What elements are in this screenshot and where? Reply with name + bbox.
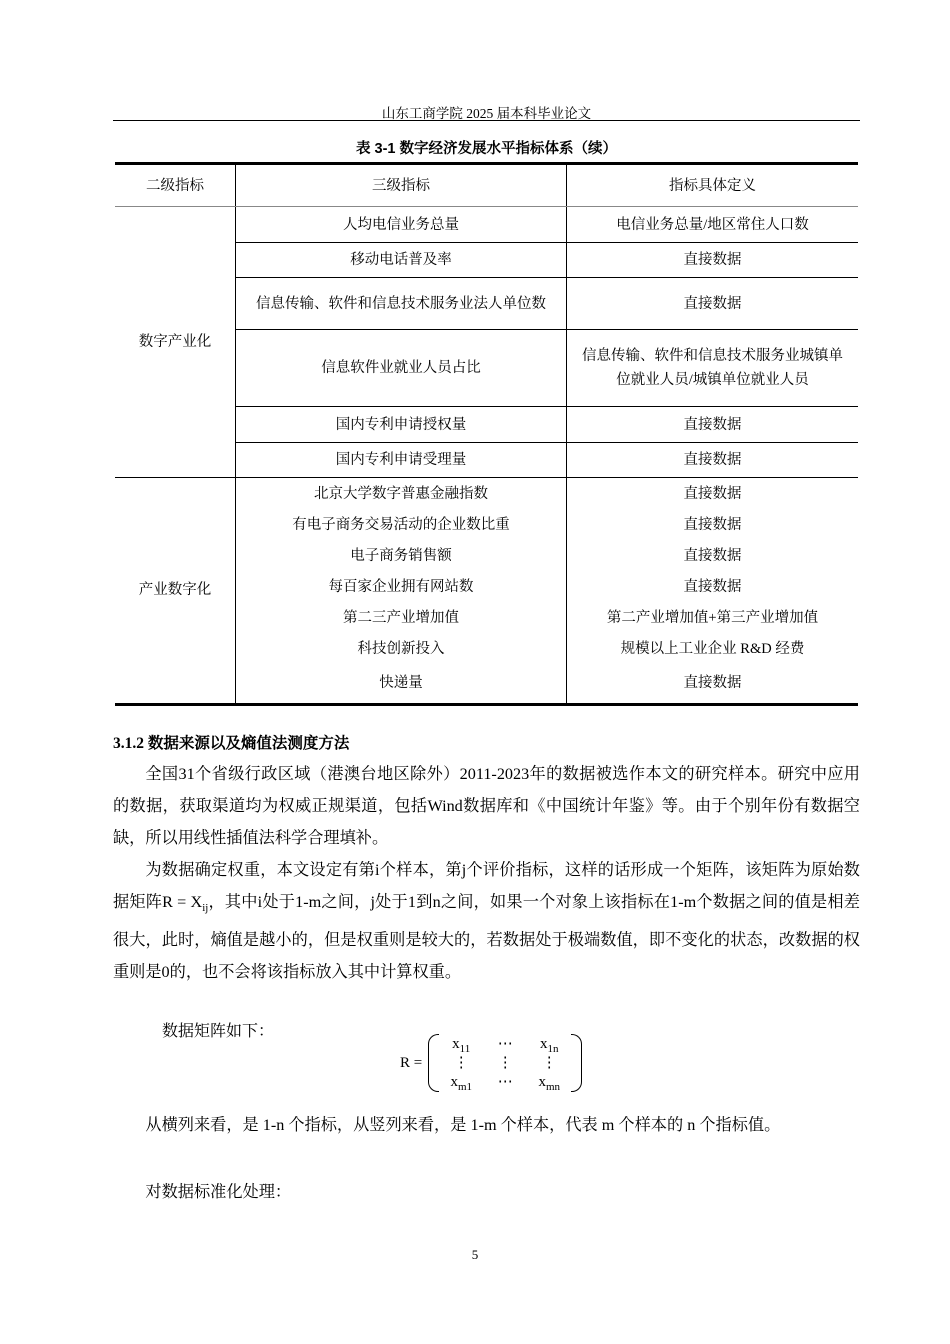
indicator-cell: 电子商务销售额: [236, 540, 567, 571]
indicator-cell: 国内专利申请受理量: [236, 443, 567, 478]
indicator-cell: 快递量: [236, 664, 567, 704]
definition-cell: 直接数据: [567, 443, 859, 478]
definition-cell: 直接数据: [683, 516, 742, 533]
paragraph: 全国31个省级行政区域（港澳台地区除外）2011-2023年的数据被选作本文的研究样本。研究中应用的数据，获取渠道均为权威正规渠道，包括Wind数据库和《中国统计年鉴》等。由于个别年份有数据空缺，所以用线性插值法科学合理填补。: [113, 765, 860, 847]
definition-cell: 直接数据: [567, 278, 859, 330]
matrix-symbol: ⋮: [453, 1054, 469, 1071]
indicator-cell: 国内专利申请授权量: [236, 407, 567, 443]
indicator-cell: 信息软件业就业人员占比: [236, 330, 567, 407]
matrix-symbol: ⋮: [541, 1054, 557, 1071]
matrix-cell: [527, 1054, 571, 1073]
indicator-cell: 北京大学数字普惠金融指数: [236, 478, 567, 510]
definition-cell: 信息传输、软件和信息技术服务业城镇单位就业人员/城镇单位就业人员: [567, 330, 859, 407]
category-cell: 数字产业化: [115, 207, 236, 478]
indicator-cell: 有电子商务交易活动的企业数比重: [236, 509, 567, 540]
matrix-subscript: 11: [459, 1042, 471, 1055]
matrix-subscript: m1: [457, 1080, 472, 1093]
table-header-row: [115, 164, 858, 207]
definition-cell: 直接数据: [567, 243, 859, 278]
definition-cell: 直接数据: [567, 407, 859, 443]
indicator-cell: 人均电信业务总量: [236, 207, 567, 243]
indicator-cell: 移动电话普及率: [236, 243, 567, 278]
matrix-symbol: ⋯: [497, 1035, 513, 1052]
section-heading: 3.1.2 数据来源以及熵值法测度方法: [113, 735, 350, 752]
table-row: [115, 207, 858, 243]
data-matrix: [400, 1034, 582, 1092]
matrix-cell: [527, 1073, 571, 1092]
matrix-cell: [439, 1054, 483, 1073]
paragraph-text: 为数据确定权重，本文设定有第i个样本，第j个评价指标，这样的话形成一个矩阵，该矩阵为原始数据矩阵R = X: [113, 861, 860, 911]
column-header: 指标具体定义: [567, 164, 859, 207]
matrix-cell: [483, 1035, 527, 1054]
indicator-cell: 第二三产业增加值: [236, 602, 567, 633]
matrix-cell: [527, 1035, 571, 1054]
matrix-label: 数据矩阵如下：: [162, 1023, 275, 1040]
page-number: 5: [471, 1247, 479, 1262]
indicator-cell: 信息传输、软件和信息技术服务业法人单位数: [236, 278, 567, 330]
matrix-grid: [439, 1035, 571, 1092]
column-header: 三级指标: [236, 164, 567, 207]
subscript: ij: [202, 902, 209, 915]
header-rule: [113, 120, 860, 121]
right-parenthesis: [571, 1034, 582, 1092]
paragraph: [113, 855, 860, 988]
definition-cell: 规模以上工业企业 R&D 经费: [620, 640, 805, 657]
category-cell: 产业数字化: [115, 478, 236, 705]
table-caption: 表 3-1 数字经济发展水平指标体系（续）: [355, 141, 617, 157]
definition-cell: 直接数据: [683, 675, 742, 692]
paragraph-text: ，其中i处于1-m之间，j处于1到n之间，如果一个对象上该指标在1-m个数据之间的值是相差很大，此时，熵值是越小的，但是权重则是较大的，若数据处于极端数值，即不变化的状态，改数据的权重则是0的，也不会将该指标放入其中计算权重。: [113, 892, 860, 981]
matrix-symbol: ⋯: [497, 1073, 513, 1090]
matrix-subscript: mn: [545, 1080, 560, 1093]
running-header: 山东工商学院 2025 届本科毕业论文: [381, 106, 592, 121]
matrix-symbol: x: [450, 1073, 458, 1090]
matrix-symbol: x: [452, 1035, 460, 1052]
matrix-cell: [483, 1073, 527, 1092]
column-header: 二级指标: [115, 164, 236, 207]
definition-cell: 直接数据: [683, 485, 742, 502]
indicator-cell: 每百家企业拥有网站数: [236, 571, 567, 602]
matrix-subscript: 1n: [547, 1042, 559, 1055]
matrix-cell: [483, 1054, 527, 1073]
matrix-cell: [439, 1073, 483, 1092]
matrix-symbol: x: [539, 1035, 548, 1052]
definition-cell: 直接数据: [683, 578, 742, 595]
table-row: [115, 478, 858, 510]
matrix-symbol: x: [538, 1073, 546, 1090]
matrix-cell: [439, 1035, 483, 1054]
definition-cell: 直接数据: [683, 547, 742, 564]
indicator-table: [115, 162, 858, 706]
paragraph: 对数据标准化处理：: [145, 1183, 292, 1201]
paragraph: 从横列来看，是 1-n 个指标，从竖列来看，是 1-m 个样本，代表 m 个样本的 n 个指标值。: [145, 1116, 781, 1134]
matrix-lhs: R =: [400, 1054, 423, 1071]
definition-cell: 电信业务总量/地区常住人口数: [567, 207, 859, 243]
left-parenthesis: [428, 1034, 439, 1092]
matrix-symbol: ⋮: [497, 1054, 513, 1071]
definition-cell: 第二产业增加值+第三产业增加值: [606, 609, 819, 626]
indicator-cell: 科技创新投入: [236, 633, 567, 664]
